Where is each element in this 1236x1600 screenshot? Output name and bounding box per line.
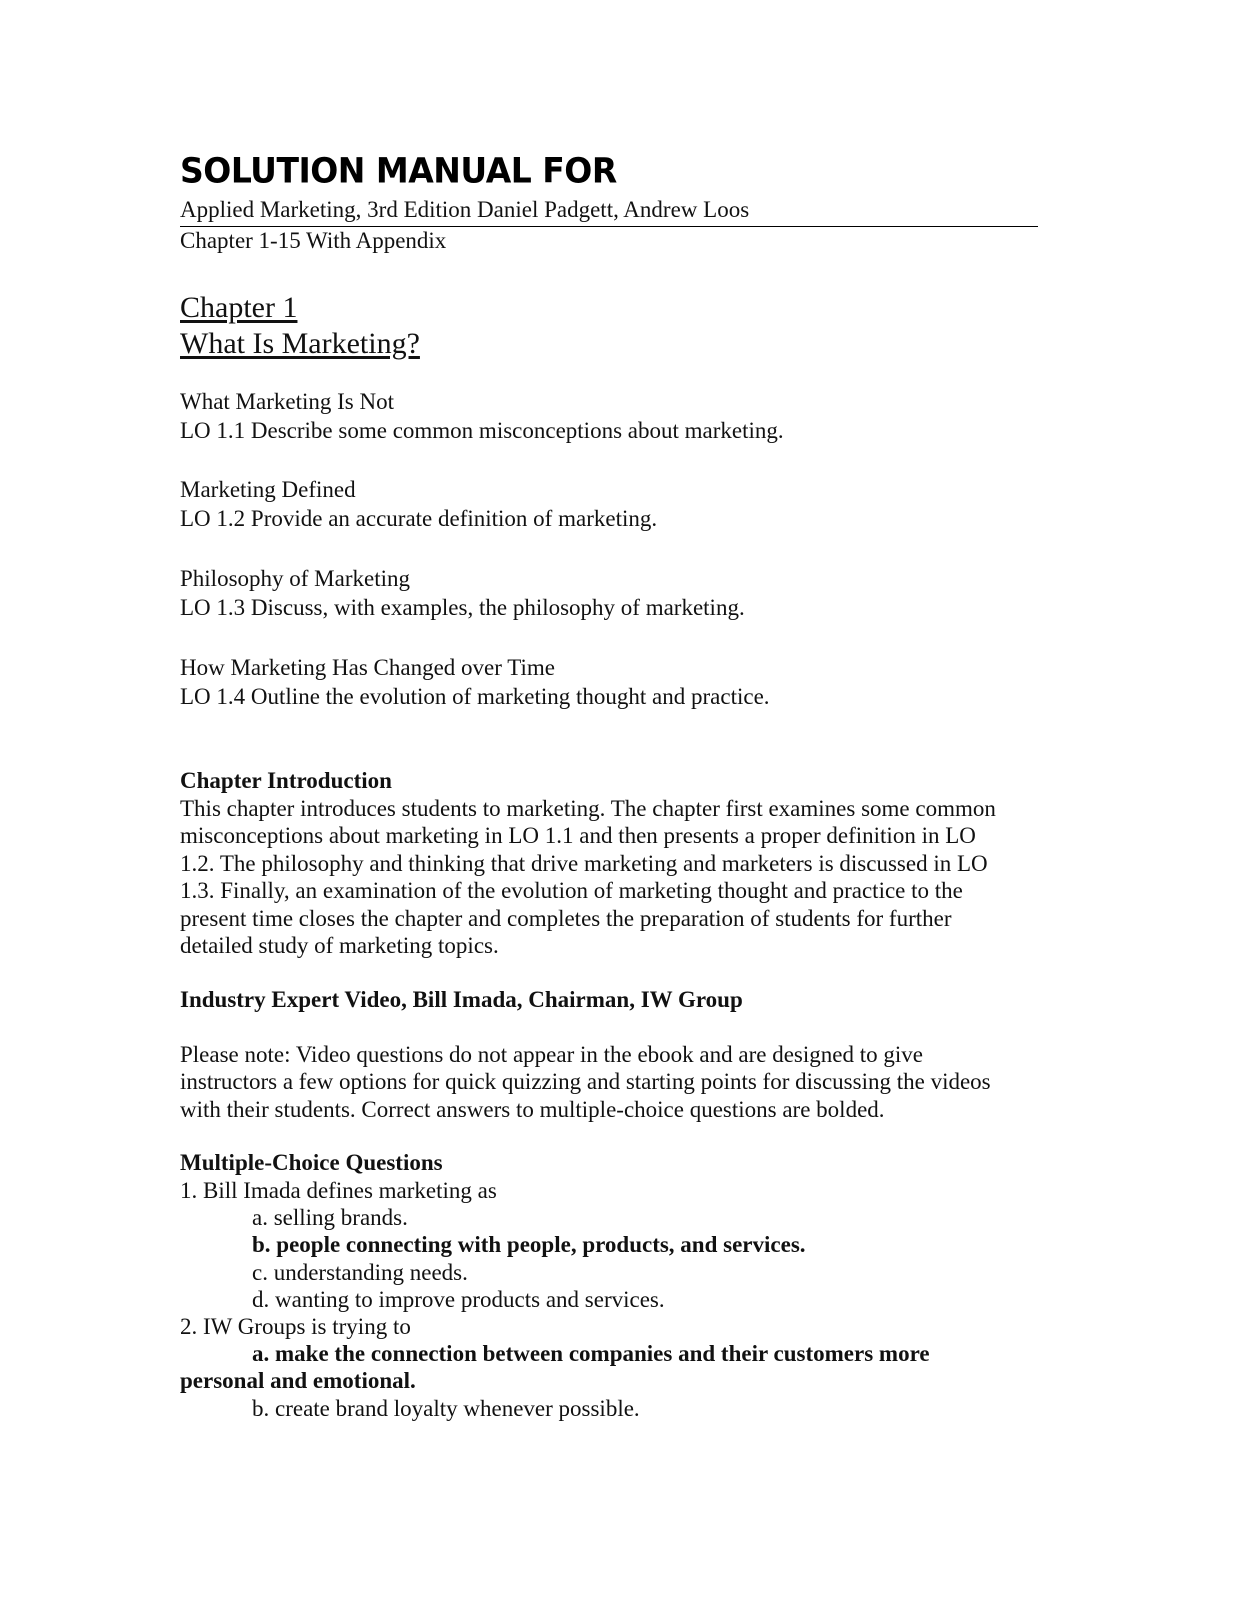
question-1: 1. Bill Imada defines marketing as <box>180 1178 497 1203</box>
chapter-number: Chapter 1 <box>180 291 298 324</box>
mcq-list <box>180 1177 1040 1422</box>
option-2a-correct: a. make the connection between companies and their customers more <box>252 1341 930 1367</box>
option-1c: c. understanding needs. <box>252 1259 468 1285</box>
objective-lo: LO 1.2 Provide an accurate definition of marketing. <box>180 506 658 531</box>
objective-4 <box>180 653 770 711</box>
note-paragraph <box>180 1041 1040 1123</box>
intro-heading: Chapter Introduction <box>180 768 392 793</box>
paragraph-line: 1.3. Finally, an examination of the evolution of marketing thought and practice to the <box>180 878 963 904</box>
document-title: SOLUTION MANUAL FOR <box>180 150 617 191</box>
option-2b: b. create brand loyalty whenever possible. <box>252 1395 640 1421</box>
intro-paragraph <box>180 795 1040 959</box>
option-1d: d. wanting to improve products and services. <box>252 1286 665 1312</box>
chapter-title: What Is Marketing? <box>180 327 420 360</box>
option-2a-correct-continued: personal and emotional. <box>180 1368 416 1394</box>
question-2: 2. IW Groups is trying to <box>180 1314 411 1340</box>
objective-lo: LO 1.3 Discuss, with examples, the philosophy of marketing. <box>180 595 745 620</box>
objective-topic: Marketing Defined <box>180 477 356 502</box>
objective-2 <box>180 475 657 533</box>
objective-topic: What Marketing Is Not <box>180 389 394 414</box>
paragraph-line: instructors a few options for quick quizzing and starting points for discussing the videos <box>180 1069 991 1095</box>
objective-1 <box>180 387 784 445</box>
paragraph-line: with their students. Correct answers to multiple-choice questions are bolded. <box>180 1096 885 1122</box>
objective-3 <box>180 564 745 622</box>
chapters-info-line: Chapter 1-15 With Appendix <box>180 228 447 253</box>
book-info-line: Applied Marketing, 3rd Edition Daniel Padgett, Andrew Loos <box>180 197 750 222</box>
objective-topic: How Marketing Has Changed over Time <box>180 655 555 680</box>
objective-lo: LO 1.4 Outline the evolution of marketing thought and practice. <box>180 684 770 709</box>
paragraph-line: detailed study of marketing topics. <box>180 933 499 959</box>
mcq-heading: Multiple-Choice Questions <box>180 1150 443 1175</box>
option-1b-correct: b. people connecting with people, products, and services. <box>252 1232 806 1258</box>
objective-lo: LO 1.1 Describe some common misconceptions about marketing. <box>180 418 784 443</box>
paragraph-line: This chapter introduces students to marketing. The chapter first examines some common <box>180 796 996 821</box>
paragraph-line: 1.2. The philosophy and thinking that drive marketing and marketers is discussed in LO <box>180 850 988 876</box>
objective-topic: Philosophy of Marketing <box>180 566 410 591</box>
paragraph-line: misconceptions about marketing in LO 1.1 and then presents a proper definition in LO <box>180 823 976 849</box>
paragraph-line: present time closes the chapter and completes the preparation of students for further <box>180 905 952 931</box>
paragraph-line: Please note: Video questions do not appear in the ebook and are designed to give <box>180 1042 923 1067</box>
option-1a: a. selling brands. <box>252 1205 408 1231</box>
header-divider <box>180 226 1038 227</box>
video-heading: Industry Expert Video, Bill Imada, Chairman, IW Group <box>180 987 743 1012</box>
